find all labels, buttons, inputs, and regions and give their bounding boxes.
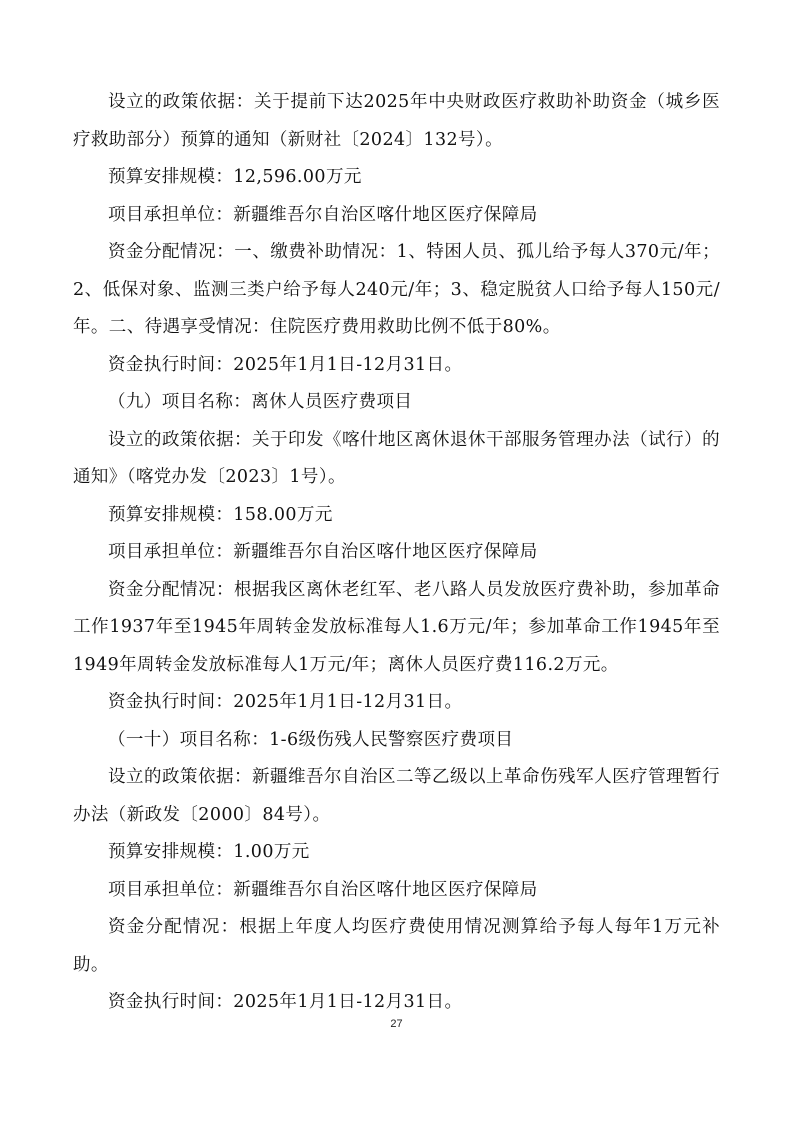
execution-time-paragraph: 资金执行时间：2025年1月1日-12月31日。 [108, 692, 463, 712]
budget-scale-paragraph: 预算安排规模：158.00万元 [108, 504, 333, 525]
fund-allocation-paragraph: 资金分配情况：根据我区离休老红军、老八路人员发放医疗费补助，参加革命工作1937年至1945年周转金发放标准每人1.6万元/年；参加革命工作1945年至1949年周转金发放标准每人1万元/年；离休人员医疗费116.2万元。 [73, 579, 720, 675]
policy-basis-paragraph: 设立的政策依据：关于印发《喀什地区离休退休干部服务管理办法（试行）的通知》（喀党办发〔2023〕1号）。 [73, 429, 720, 487]
budget-scale-paragraph: 预算安排规模：1.00万元 [108, 842, 310, 862]
responsible-unit-paragraph: 项目承担单位：新疆维吾尔自治区喀什地区医疗保障局 [108, 542, 538, 562]
responsible-unit-paragraph: 项目承担单位：新疆维吾尔自治区喀什地区医疗保障局 [108, 204, 538, 225]
fund-allocation-paragraph: 资金分配情况：根据上年度人均医疗费使用情况测算给予每人每年1万元补助。 [73, 917, 720, 975]
fund-allocation-paragraph: 资金分配情况：一、缴费补助情况：1、特困人员、孤儿给予每人370元/年；2、低保对象、监测三类户给予每人240元/年；3、稳定脱贫人口给予每人150元/年。二、待遇享受情况：住院医疗费用救助比例不低于80%。 [73, 242, 720, 337]
execution-time-paragraph: 资金执行时间：2025年1月1日-12月31日。 [108, 992, 463, 1012]
project-9-heading: （九）项目名称：离休人员医疗费项目 [108, 392, 413, 412]
policy-basis-paragraph: 设立的政策依据：新疆维吾尔自治区二等乙级以上革命伤残军人医疗管理暂行办法（新政发〔2000〕84号）。 [73, 767, 720, 825]
execution-time-paragraph: 资金执行时间：2025年1月1日-12月31日。 [108, 354, 463, 375]
policy-basis-paragraph: 设立的政策依据：关于提前下达2025年中央财政医疗救助补助资金（城乡医疗救助部分）预算的通知（新财社〔2024〕132号）。 [73, 92, 720, 150]
responsible-unit-paragraph: 项目承担单位：新疆维吾尔自治区喀什地区医疗保障局 [108, 879, 538, 900]
budget-scale-paragraph: 预算安排规模：12,596.00万元 [108, 167, 362, 187]
document-body [73, 84, 720, 1022]
page-number: 27 [390, 1018, 403, 1030]
project-10-heading: （一十）项目名称：1-6级伤残人民警察医疗费项目 [108, 729, 514, 750]
